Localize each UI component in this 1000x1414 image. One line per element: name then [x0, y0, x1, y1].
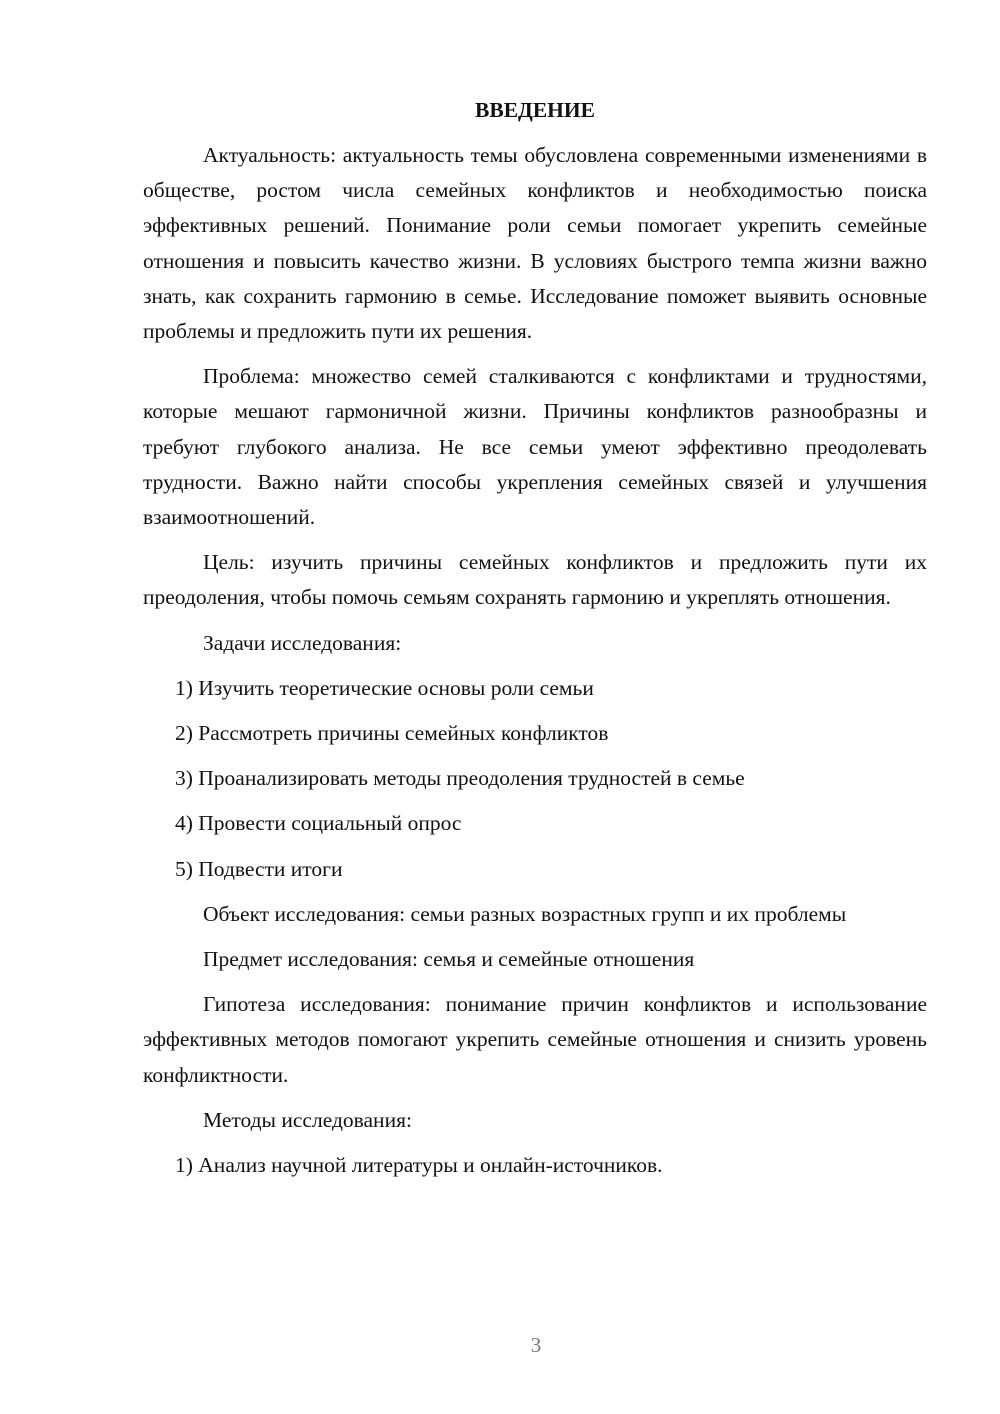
tasks-list: [143, 671, 927, 887]
object-paragraph: Объект исследования: семьи разных возрастных групп и их проблемы: [203, 901, 847, 926]
section-title: ВВЕДЕНИЕ: [475, 98, 595, 122]
list-item: 3) Проанализировать методы преодоления трудностей в семье: [175, 766, 745, 791]
hypothesis-paragraph: Гипотеза исследования: понимание причин конфликтов и использование эффективных методов помогают укрепить семейные отношения и снизить уровень конфликтности.: [143, 992, 927, 1087]
page-content: [143, 93, 927, 1193]
list-item: 2) Рассмотреть причины семейных конфликтов: [175, 721, 609, 746]
tasks-heading: Задачи исследования:: [203, 630, 402, 655]
subject-paragraph: Предмет исследования: семья и семейные отношения: [203, 947, 695, 972]
methods-list: [143, 1148, 927, 1183]
list-item: 5) Подвести итоги: [175, 856, 343, 881]
relevance-paragraph: Актуальность: актуальность темы обусловлена современными изменениями в обществе, ростом числа семейных конфликтов и необходимостью поиска эффективных решений. Понимание роли семьи помогает укрепить семейные отношения и повысить качество жизни. В условиях быстрого темпа жизни важно знать, как сохранить гармонию в семье. Исследование поможет выявить основные проблемы и предложить пути их решения.: [143, 143, 927, 344]
list-item: 1) Анализ научной литературы и онлайн-источников.: [175, 1153, 663, 1178]
goal-paragraph: Цель: изучить причины семейных конфликтов и предложить пути их преодоления, чтобы помочь семьям сохранять гармонию и укреплять отношения.: [143, 550, 927, 610]
problem-paragraph: Проблема: множество семей сталкиваются с конфликтами и трудностями, которые мешают гармоничной жизни. Причины конфликтов разнообразны и требуют глубокого анализа. Не все семьи умеют эффективно преодолевать трудности. Важно найти способы укрепления семейных связей и улучшения взаимоотношений.: [143, 364, 927, 530]
list-item: 4) Провести социальный опрос: [175, 811, 462, 836]
page-number: 3: [530, 1333, 542, 1357]
list-item: 1) Изучить теоретические основы роли семьи: [175, 675, 594, 700]
methods-heading: Методы исследования:: [203, 1107, 412, 1132]
